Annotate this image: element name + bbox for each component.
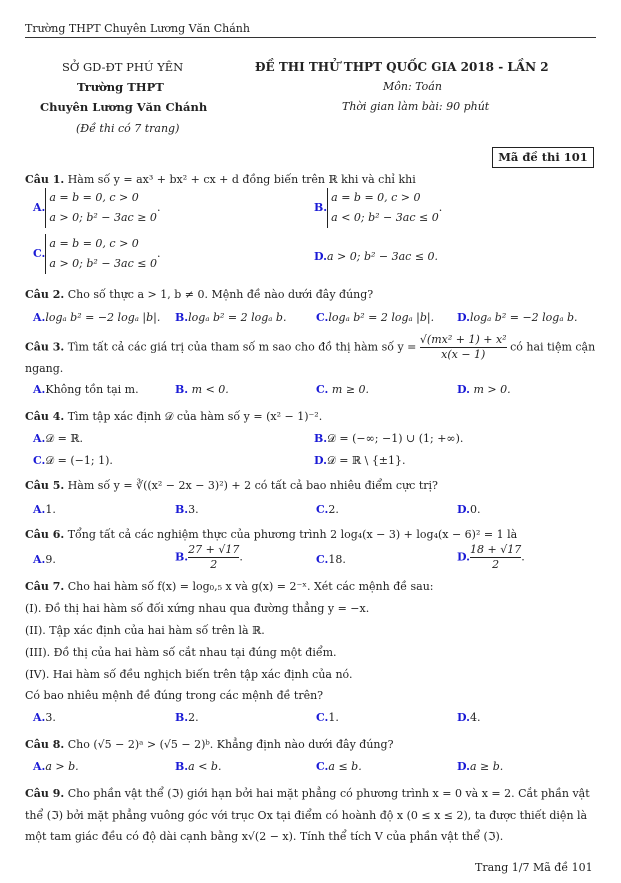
q-text: Hàm số y = ∛((x² − 2x − 3)²) + 2 có tất cả bao nhiêu điểm cực trị? bbox=[67, 479, 438, 492]
option-letter: A. bbox=[33, 383, 46, 396]
q-label: Câu 6. bbox=[25, 528, 65, 541]
q-label: Câu 4. bbox=[25, 410, 65, 423]
option-letter: B. bbox=[175, 311, 189, 324]
option-letter: D. bbox=[457, 383, 470, 396]
option-letter: B. bbox=[175, 550, 189, 564]
option-b[interactable] bbox=[175, 711, 199, 724]
subject: Môn: Toán bbox=[383, 80, 442, 93]
question-6 bbox=[25, 528, 517, 541]
q-text: Tổng tất cả các nghiệm thực của phương trình 2 log₄(x − 3) + log₄(x − 6)² = 1 là bbox=[67, 528, 518, 541]
numerator: 18 + √17 bbox=[469, 543, 522, 556]
q-label: Câu 7. bbox=[25, 580, 65, 593]
option-c[interactable] bbox=[316, 311, 434, 324]
option-letter: C. bbox=[316, 760, 329, 773]
option-letter: B. bbox=[314, 201, 328, 214]
option-letter: D. bbox=[457, 311, 470, 324]
option-b[interactable] bbox=[175, 503, 199, 516]
option-letter: C. bbox=[33, 454, 46, 467]
option-letter: C. bbox=[33, 247, 46, 260]
option-system bbox=[45, 234, 157, 274]
fraction bbox=[420, 333, 507, 362]
fraction bbox=[188, 543, 239, 572]
option-text: 𝒟 = ℝ. bbox=[45, 432, 84, 445]
statement: (III). Đồ thị của hai hàm số cắt nhau tại đúng một điểm. bbox=[25, 646, 337, 659]
option-c[interactable] bbox=[316, 553, 346, 566]
option-letter: D. bbox=[457, 711, 470, 724]
option-c[interactable] bbox=[316, 760, 362, 773]
option-text: 4. bbox=[469, 711, 481, 724]
option-c[interactable] bbox=[316, 503, 339, 516]
q-label: Câu 3. bbox=[25, 340, 65, 354]
option-letter: D. bbox=[457, 503, 470, 516]
q-text: Tìm tất cả các giá trị của tham số m sao cho đồ thị hàm số y = bbox=[67, 340, 417, 354]
option-text: a ≥ b. bbox=[469, 760, 504, 773]
system-line: a > 0; b² − 3ac ≤ 0 bbox=[49, 257, 157, 270]
option-letter: A. bbox=[33, 760, 46, 773]
option-b[interactable] bbox=[175, 383, 229, 396]
option-a[interactable] bbox=[33, 711, 56, 724]
option-text: m > 0. bbox=[469, 383, 511, 396]
option-text: 𝒟 = (−1; 1). bbox=[45, 454, 113, 467]
option-text: 3. bbox=[45, 711, 56, 724]
question-3 bbox=[25, 333, 595, 362]
option-letter: D. bbox=[457, 550, 470, 564]
option-text: a < b. bbox=[188, 760, 222, 773]
option-text: 18. bbox=[328, 553, 346, 566]
option-text: logₐ b² = 2 logₐ |b|. bbox=[328, 311, 435, 324]
system-line: a > 0; b² − 3ac ≥ 0 bbox=[49, 211, 157, 224]
option-a[interactable] bbox=[33, 311, 160, 324]
denominator: 2 bbox=[492, 558, 500, 571]
q-text: Cho số thực a > 1, b ≠ 0. Mệnh đề nào dưới đây đúng? bbox=[67, 288, 374, 301]
q-label: Câu 5. bbox=[25, 479, 65, 492]
system-line: a = b = 0, c > 0 bbox=[331, 191, 421, 204]
option-d[interactable] bbox=[457, 383, 511, 396]
time-limit: Thời gian làm bài: 90 phút bbox=[342, 100, 490, 113]
option-text: logₐ b² = −2 logₐ b. bbox=[469, 311, 578, 324]
option-letter: C. bbox=[316, 711, 329, 724]
denominator: 2 bbox=[210, 558, 218, 571]
option-text: a > b. bbox=[45, 760, 79, 773]
option-text: 3. bbox=[188, 503, 199, 516]
option-letter: B. bbox=[175, 711, 189, 724]
question-1 bbox=[25, 173, 416, 186]
running-header: Trường THPT Chuyên Lương Văn Chánh bbox=[25, 22, 250, 35]
option-text: 2. bbox=[328, 503, 339, 516]
denominator: x(x − 1) bbox=[441, 348, 486, 361]
option-c[interactable]: C.a = b = 0, c > 0 a > 0; b² − 3ac ≤ 0. bbox=[33, 234, 160, 274]
q-text: Hàm số y = ax³ + bx² + cx + d đồng biến trên ℝ khi và chỉ khi bbox=[67, 173, 416, 186]
option-text: a > 0; b² − 3ac ≤ 0. bbox=[326, 250, 439, 263]
statement: (II). Tập xác định của hai hàm số trên là ℝ. bbox=[25, 624, 265, 637]
option-letter: C. bbox=[316, 553, 329, 566]
system-line: a = b = 0, c > 0 bbox=[49, 191, 139, 204]
option-d[interactable] bbox=[457, 311, 578, 324]
option-text: a ≤ b. bbox=[328, 760, 362, 773]
option-b[interactable]: B. $\frac{27 + √17}{2}$ . bbox=[175, 543, 243, 571]
option-text: Không tồn tại m. bbox=[45, 383, 139, 396]
option-b[interactable] bbox=[175, 311, 286, 324]
question-5 bbox=[25, 479, 438, 492]
q-text-cont: một tam giác đều có độ dài cạnh bằng x√(2 − x). Tính thể tích V của phần vật thể (ℑ). bbox=[25, 830, 504, 843]
option-text: 1. bbox=[45, 503, 56, 516]
statement: Có bao nhiêu mệnh đề đúng trong các mệnh đề trên? bbox=[25, 689, 324, 702]
q-label: Câu 1. bbox=[25, 173, 65, 186]
option-letter: A. bbox=[33, 201, 46, 214]
option-letter: D. bbox=[457, 760, 470, 773]
statement: (IV). Hai hàm số đều nghịch biến trên tập xác định của nó. bbox=[25, 668, 353, 681]
question-7 bbox=[25, 580, 434, 593]
option-d[interactable] bbox=[314, 454, 406, 468]
option-a[interactable] bbox=[33, 553, 56, 566]
option-b[interactable]: B.a = b = 0, c > 0 a < 0; b² − 3ac ≤ 0. bbox=[314, 188, 442, 228]
option-text: 9. bbox=[45, 553, 56, 566]
q-text-cont: ngang. bbox=[25, 362, 64, 375]
dept-name: SỞ GD-ĐT PHÚ YÊN bbox=[62, 60, 184, 74]
option-letter: B. bbox=[175, 383, 189, 396]
q-text: Cho hai hàm số f(x) = log₀,₅ x và g(x) = 2⁻ˣ. Xét các mệnh đề sau: bbox=[67, 580, 434, 593]
option-letter: D. bbox=[314, 250, 327, 263]
option-letter: A. bbox=[33, 503, 46, 516]
option-letter: A. bbox=[33, 711, 46, 724]
option-letter: C. bbox=[316, 503, 329, 516]
system-line: a < 0; b² − 3ac ≤ 0 bbox=[331, 211, 439, 224]
school-line1: Trường THPT bbox=[77, 80, 164, 94]
option-text: 𝒟 = ℝ \ {±1}. bbox=[326, 454, 406, 467]
numerator: √(mx² + 1) + x² bbox=[419, 333, 507, 346]
option-d[interactable] bbox=[457, 503, 480, 516]
question-9 bbox=[25, 787, 590, 800]
pages-note: (Đề thi có 7 trang) bbox=[76, 122, 180, 135]
q-label: Câu 8. bbox=[25, 738, 65, 751]
question-4 bbox=[25, 410, 322, 424]
option-letter: C. bbox=[316, 383, 329, 396]
q-text: Cho (√5 − 2)ᵃ > (√5 − 2)ᵇ. Khẳng định nào dưới đây đúng? bbox=[67, 738, 394, 751]
option-letter: D. bbox=[314, 454, 327, 467]
question-2 bbox=[25, 288, 373, 301]
q-text: có hai tiệm cận bbox=[510, 340, 596, 354]
option-letter: B. bbox=[175, 503, 189, 516]
option-system bbox=[327, 188, 439, 228]
option-system bbox=[45, 188, 157, 228]
exam-title: ĐỀ THI THỬ THPT QUỐC GIA 2018 - LẦN 2 bbox=[255, 60, 549, 74]
option-a[interactable] bbox=[33, 383, 139, 396]
question-8 bbox=[25, 738, 393, 751]
option-d[interactable] bbox=[314, 250, 438, 263]
numerator: 27 + √17 bbox=[188, 543, 240, 556]
q-text-cont: thể (ℑ) bởi mặt phẳng vuông góc với trục Ox tại điểm có hoành độ x (0 ≤ x ≤ 2), ta được thiết diện là bbox=[25, 809, 588, 822]
option-b[interactable] bbox=[175, 760, 221, 773]
option-text: 1. bbox=[328, 711, 339, 724]
option-c[interactable] bbox=[316, 711, 339, 724]
q-label: Câu 2. bbox=[25, 288, 65, 301]
option-text: logₐ b² = 2 logₐ b. bbox=[188, 311, 287, 324]
option-d[interactable]: D. $\frac{18 + √17}{2}$ . bbox=[457, 543, 525, 571]
option-text: m < 0. bbox=[188, 383, 229, 396]
option-text: m ≥ 0. bbox=[328, 383, 370, 396]
option-text: logₐ b² = −2 logₐ |b|. bbox=[45, 311, 161, 324]
option-d[interactable] bbox=[457, 711, 480, 724]
option-letter: A. bbox=[33, 311, 46, 324]
option-a[interactable]: A.a = b = 0, c > 0 a > 0; b² − 3ac ≥ 0. bbox=[33, 188, 160, 228]
q-label: Câu 9. bbox=[25, 787, 65, 800]
option-text: 𝒟 = (−∞; −1) ∪ (1; +∞). bbox=[327, 432, 464, 445]
option-a[interactable] bbox=[33, 432, 83, 446]
option-letter: C. bbox=[316, 311, 329, 324]
option-a[interactable] bbox=[33, 760, 79, 773]
fraction bbox=[470, 543, 521, 572]
option-letter: A. bbox=[33, 553, 46, 566]
header-rule bbox=[25, 37, 596, 38]
exam-code-box: Mã đề thi 101 bbox=[492, 147, 594, 168]
statement: (I). Đồ thị hai hàm số đối xứng nhau qua đường thẳng y = −x. bbox=[25, 602, 370, 615]
option-a[interactable] bbox=[33, 503, 56, 516]
option-text: 2. bbox=[188, 711, 199, 724]
page-footer: Trang 1/7 Mã đề 101 bbox=[475, 861, 593, 874]
option-c[interactable] bbox=[33, 454, 113, 468]
q-text: Cho phần vật thể (ℑ) giới hạn bởi hai mặt phẳng có phương trình x = 0 và x = 2. Cắt phần vật bbox=[67, 787, 590, 800]
option-letter: B. bbox=[175, 760, 189, 773]
option-letter: B. bbox=[314, 432, 328, 445]
option-text: 0. bbox=[469, 503, 481, 516]
school-line2: Chuyên Lương Văn Chánh bbox=[40, 100, 208, 114]
system-line: a = b = 0, c > 0 bbox=[49, 237, 139, 250]
q-text: Tìm tập xác định 𝒟 của hàm số y = (x² − 1)⁻². bbox=[67, 410, 323, 423]
option-letter: A. bbox=[33, 432, 46, 445]
option-c[interactable] bbox=[316, 383, 369, 396]
option-d[interactable] bbox=[457, 760, 503, 773]
option-b[interactable] bbox=[314, 432, 463, 446]
